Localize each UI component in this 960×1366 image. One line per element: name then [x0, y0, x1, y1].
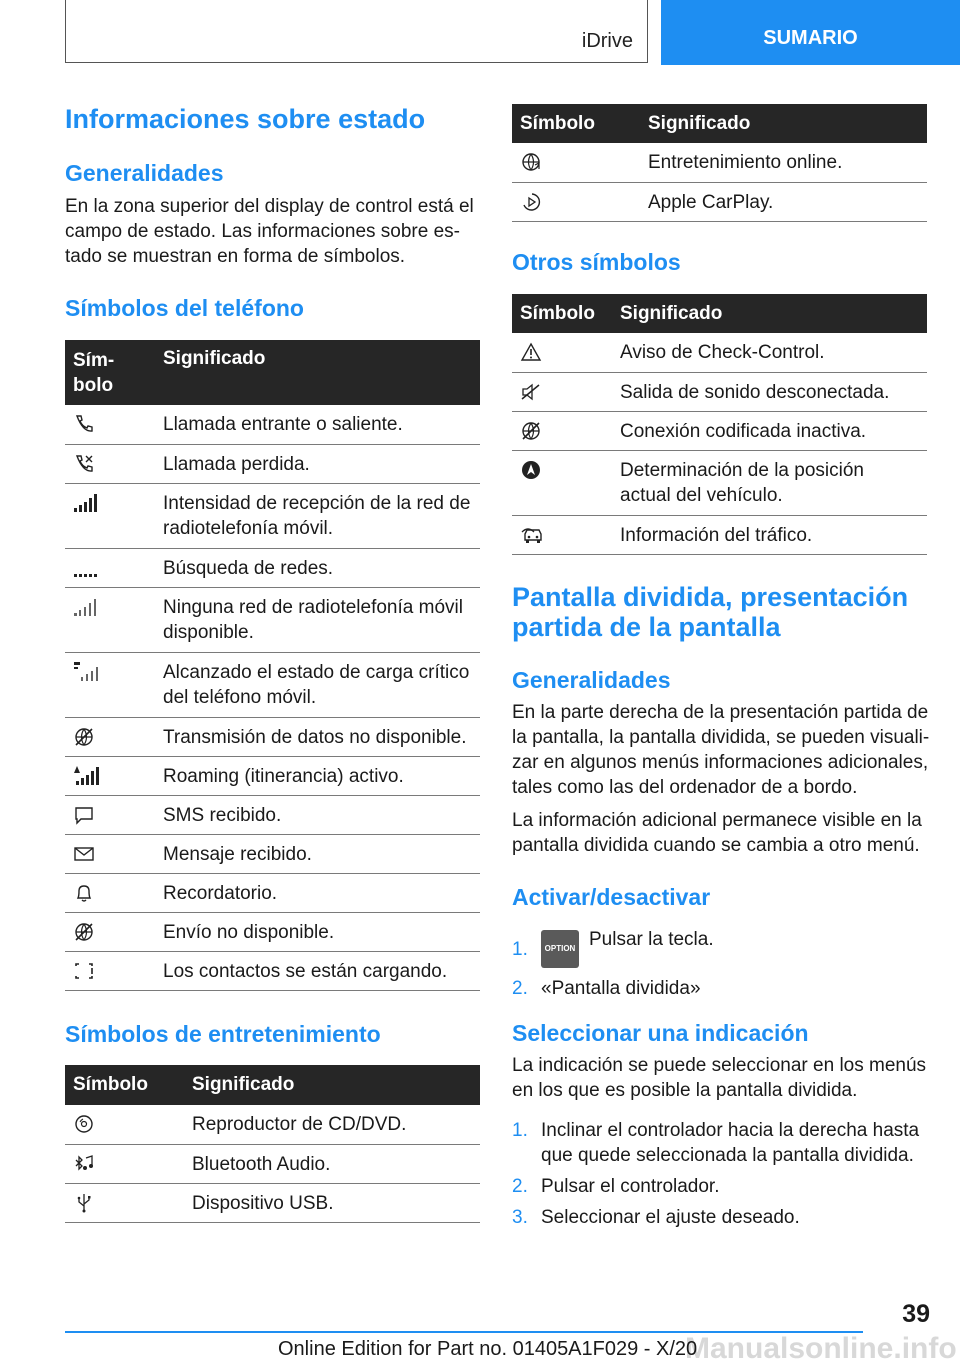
- column-header-symbol: Símbolo: [65, 1065, 184, 1105]
- table-row: [65, 873, 480, 912]
- summary-button[interactable]: SUMARIO: [661, 0, 960, 65]
- bluetooth-audio-icon: [73, 1153, 176, 1175]
- general-text: En la zona superior del display de control está el campo de estado. Las informaciones sobre es-tado se muestran en forma de símbolos.: [65, 196, 474, 267]
- column-header-meaning: Significado: [640, 104, 927, 143]
- table-cell: Llamada perdida.: [155, 444, 480, 483]
- watermark: Manualsonline.info: [685, 1332, 957, 1365]
- table-cell: Dispositivo USB.: [184, 1183, 480, 1222]
- page-title: Informaciones sobre estado: [65, 104, 426, 134]
- column-header-symbol: Sím-bolo: [65, 340, 155, 405]
- other-symbols-table: [512, 294, 927, 555]
- general-heading: Generalidades: [65, 160, 224, 186]
- edition-note: Online Edition for Part no. 01405A1F029 - X/20: [278, 1338, 698, 1360]
- table-row: [65, 834, 480, 873]
- entertainment-symbols-table: [65, 1065, 480, 1223]
- table-row: [512, 411, 927, 450]
- table-row: [512, 182, 927, 221]
- missed-call-icon: [73, 453, 147, 475]
- data-unavailable-icon: [73, 726, 147, 748]
- page-number: 39: [902, 1300, 930, 1328]
- section-title: iDrive: [581, 30, 633, 52]
- carplay-icon: [520, 191, 632, 213]
- split-screen-title: Pantalla dividida, presentación partida de la pantalla: [512, 582, 909, 642]
- table-row: [65, 1105, 480, 1144]
- table-cell: Alcanzado el estado de carga crítico del teléfono móvil.: [155, 652, 480, 717]
- table-cell: Los contactos se están cargando.: [155, 951, 480, 990]
- select-steps: [512, 1118, 932, 1236]
- table-row: [65, 795, 480, 834]
- table-cell: Aviso de Check-Control.: [612, 333, 927, 372]
- table-row: [65, 717, 480, 756]
- split-general-heading: Generalidades: [512, 667, 671, 693]
- no-network-icon: [73, 596, 147, 618]
- option-key-icon: OPTION: [541, 930, 579, 968]
- table-row: [65, 587, 480, 652]
- split-text-1: En la parte derecha de la presentación partida de la pantalla, la pantalla dividida, se pueden visuali-zar en algunos menús informaciones adicionales, tales como las del ordenador de a bordo.: [512, 702, 930, 798]
- table-cell: Mensaje recibido.: [155, 834, 480, 873]
- table-cell: Ninguna red de radiotelefonía móvil disponible.: [155, 587, 480, 652]
- online-entertainment-icon: [520, 151, 632, 173]
- warning-icon: [520, 341, 604, 363]
- table-row: [512, 372, 927, 411]
- list-item: 2. «Pantalla dividida»: [512, 978, 701, 999]
- activate-heading: Activar/desactivar: [512, 884, 711, 910]
- phone-symbols-table: [65, 340, 480, 991]
- contacts-loading-icon: [73, 960, 147, 982]
- table-row: [65, 405, 480, 444]
- traffic-icon: [520, 524, 604, 546]
- table-row: [65, 652, 480, 717]
- send-unavailable-icon: [73, 921, 147, 943]
- split-text-2: La información adicional permanece visible en la pantalla dividida cuando se cambia a otro menú.: [512, 810, 922, 856]
- table-cell: Entretenimiento online.: [640, 143, 927, 182]
- entertainment-symbols-heading: Símbolos de entretenimiento: [65, 1021, 381, 1047]
- list-item: 3. Seleccionar el ajuste deseado.: [512, 1207, 800, 1228]
- table-cell: Intensidad de recepción de la red de radiotelefonía móvil.: [155, 483, 480, 548]
- table-cell: Conexión codificada inactiva.: [612, 411, 927, 450]
- activate-steps: [512, 927, 932, 1007]
- table-cell: Salida de sonido desconectada.: [612, 372, 927, 411]
- table-row: [65, 548, 480, 587]
- cd-icon: [73, 1113, 176, 1135]
- column-header-symbol: Símbolo: [512, 104, 640, 143]
- column-header-symbol: Símbolo: [512, 294, 612, 333]
- select-text: La indicación se puede seleccionar en los menús en los que es posible la pantalla dividida.: [512, 1055, 927, 1101]
- table-cell: Transmisión de datos no disponible.: [155, 717, 480, 756]
- table-row: [65, 912, 480, 951]
- bell-icon: [73, 882, 147, 904]
- table-row: [65, 951, 480, 990]
- table-row: [512, 143, 927, 182]
- roaming-icon: [73, 765, 147, 787]
- phone-icon: [73, 413, 147, 435]
- mute-icon: [520, 381, 604, 403]
- table-row: [65, 1144, 480, 1183]
- table-cell: Información del tráfico.: [612, 515, 927, 554]
- other-symbols-heading: Otros símbolos: [512, 249, 681, 275]
- column-header-meaning: Significado: [612, 294, 927, 333]
- table-cell: Determinación de la posición actual del vehículo.: [612, 450, 927, 515]
- table-cell: Envío no disponible.: [155, 912, 480, 951]
- table-cell: SMS recibido.: [155, 795, 480, 834]
- signal-strength-icon: [73, 492, 147, 514]
- table-cell: Llamada entrante o saliente.: [155, 405, 480, 444]
- column-header-meaning: Significado: [184, 1065, 480, 1105]
- entertainment-symbols-table-continued: [512, 104, 927, 222]
- usb-icon: [73, 1192, 176, 1214]
- column-header-meaning: Significado: [155, 340, 480, 405]
- table-cell: Búsqueda de redes.: [155, 548, 480, 587]
- sms-icon: [73, 804, 147, 826]
- low-battery-icon: [73, 661, 147, 683]
- encryption-off-icon: [520, 420, 604, 442]
- table-row: [65, 756, 480, 795]
- table-cell: Recordatorio.: [155, 873, 480, 912]
- mail-icon: [73, 843, 147, 865]
- position-icon: [520, 459, 604, 481]
- list-item: 2. Pulsar el controlador.: [512, 1176, 720, 1197]
- table-cell: Apple CarPlay.: [640, 182, 927, 221]
- list-item: 1. Inclinar el controlador hacia la derecha hasta que quede seleccionada la pantalla dividida.: [512, 1120, 920, 1166]
- table-cell: Bluetooth Audio.: [184, 1144, 480, 1183]
- table-row: [512, 515, 927, 554]
- select-heading: Seleccionar una indicación: [512, 1020, 809, 1046]
- table-row: [65, 444, 480, 483]
- table-cell: Roaming (itinerancia) activo.: [155, 756, 480, 795]
- phone-symbols-heading: Símbolos del teléfono: [65, 295, 304, 321]
- table-cell: Reproductor de CD/DVD.: [184, 1105, 480, 1144]
- table-row: [65, 1183, 480, 1222]
- header-frame: [65, 0, 648, 63]
- list-item: 1. OPTION Pulsar la tecla.: [512, 927, 932, 968]
- network-search-icon: [73, 557, 147, 579]
- table-row: [512, 450, 927, 515]
- table-row: [512, 333, 927, 372]
- table-row: [65, 483, 480, 548]
